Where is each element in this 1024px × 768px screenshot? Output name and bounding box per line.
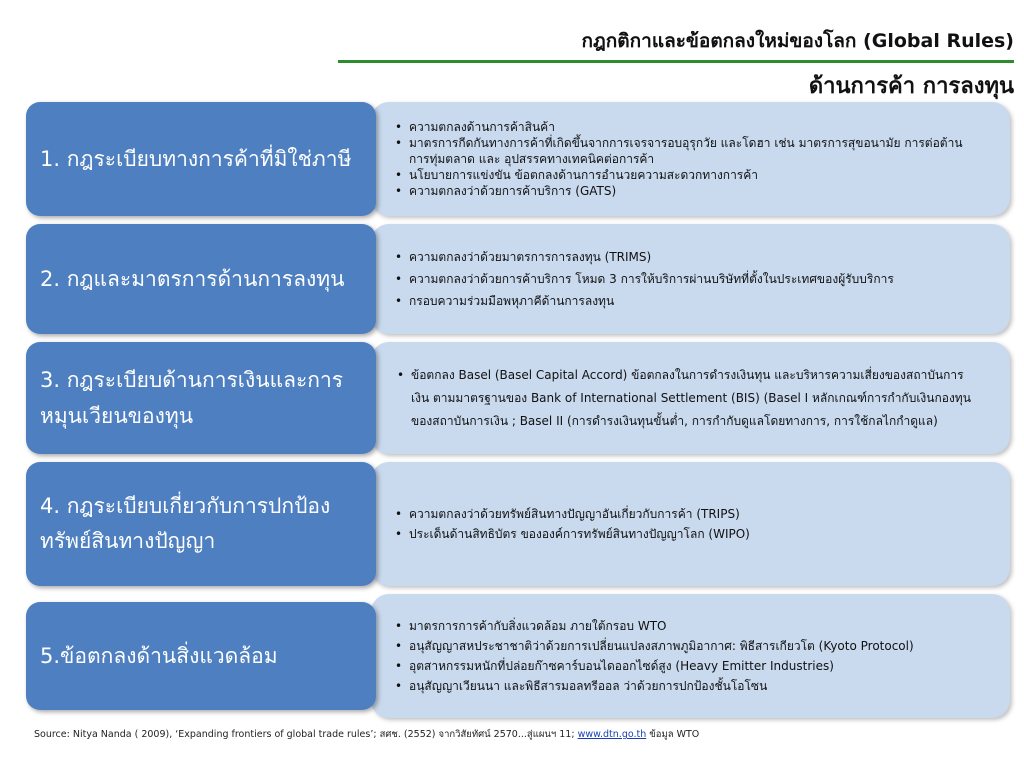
list-item: • กรอบความร่วมมือพหุภาคีด้านการลงทุน (391, 293, 970, 309)
detail-panel-1 (371, 102, 1010, 216)
bullet-list-2 (391, 249, 970, 309)
bullet-list-4 (391, 504, 970, 544)
source-suffix: ข้อมูล WTO (646, 729, 700, 740)
category-label-3: 3. กฎระเบียบด้านการเงินและการหมุนเวียนของทุน (26, 342, 376, 454)
list-item: • มาตรการกีดกันทางการค้าที่เกิดขึ้นจากการเจรจารอบอุรุกวัย และโดฮา เช่น มาตรการสุขอนามัย การต่อต้านการทุ่มตลาด และ อุปสรรคทางเทคนิคต่อการค้า (391, 135, 970, 167)
rule-row-4 (26, 462, 1010, 586)
detail-panel-4 (371, 462, 1010, 586)
category-label-5: 5.ข้อตกลงด้านสิ่งแวดล้อม (26, 602, 376, 710)
list-item: • อุตสาหกรรมหนักที่ปล่อยก๊าซคาร์บอนไดออกไซด์สูง (Heavy Emitter Industries) (391, 658, 970, 674)
source-text: Source: Nitya Nanda ( 2009), ‘Expanding frontiers of global trade rules’; สศช. (2552) จากวิสัยทัศน์ 2570...สู่แผนฯ 11; (34, 729, 578, 740)
list-item: • ความตกลงว่าด้วยทรัพย์สินทางปัญญาอันเกี่ยวกับการค้า (TRIPS) (391, 504, 970, 524)
bullet-list-1 (391, 119, 970, 199)
category-label-1: 1. กฎระเบียบทางการค้าที่มิใช่ภาษี (26, 102, 376, 216)
category-label-2: 2. กฎและมาตรการด้านการลงทุน (26, 224, 376, 334)
source-link[interactable]: www.dtn.go.th (577, 729, 647, 740)
detail-panel-5 (371, 594, 1010, 718)
list-item: • อนุสัญญาสหประชาชาติว่าด้วยการเปลี่ยนแปลงสภาพภูมิอากาศ: พิธีสารเกียวโต (Kyoto Protocol) (391, 638, 970, 654)
rule-row-5 (26, 594, 1010, 718)
list-item: • อนุสัญญาเวียนนา และพิธีสารมอลทรีออล ว่าด้วยการปกป้องชั้นโอโซน (391, 678, 970, 694)
list-item: • ความตกลงด้านการค้าสินค้า (391, 119, 970, 135)
detail-panel-3 (371, 342, 1010, 454)
title-underline (338, 60, 1014, 63)
list-item: • ข้อตกลง Basel (Basel Capital Accord) ข้อตกลงในการดำรงเงินทุน และบริหารความเสี่ยงของสถาบันการเงิน ตามมาตรฐานของ Bank of International Settlement (BIS) (Basel I หลักเกณฑ์การกำกับเงินกองทุนของสถาบันการเงิน ; Basel II (การดำรงเงินทุนขั้นต่ำ, การกำกับดูแลโดยทางการ, การใช้กลไกกำดูแล) (393, 364, 980, 433)
bullet-list-5 (391, 618, 970, 694)
list-item: • ความตกลงว่าด้วยการค้าบริการ โหมด 3 การให้บริการผ่านบริษัทที่ตั้งในประเทศของผู้รับบริการ (391, 269, 970, 289)
page-title: กฎกติกาและข้อตกลงใหม่ของโลก (Global Rules) (581, 30, 1014, 52)
category-label-4: 4. กฎระเบียบเกี่ยวกับการปกป้องทรัพย์สินทางปัญญา (26, 462, 376, 586)
list-item: • นโยบายการแข่งขัน ข้อตกลงด้านการอำนวยความสะดวกทางการค้า (391, 167, 970, 183)
rule-row-1 (26, 102, 1010, 216)
detail-panel-2 (371, 224, 1010, 334)
rule-row-2 (26, 224, 1010, 334)
list-item: • ความตกลงว่าด้วยมาตรการการลงทุน (TRIMS) (391, 249, 970, 265)
list-item: • ประเด็นด้านสิทธิบัตร ขององค์การทรัพย์สินทางปัญญาโลก (WIPO) (391, 524, 970, 544)
page-subtitle: ด้านการค้า การลงทุน (808, 74, 1014, 99)
rule-row-3 (26, 342, 1010, 454)
bullet-list-3 (393, 364, 980, 433)
list-item: • ความตกลงว่าด้วยการค้าบริการ (GATS) (391, 183, 970, 199)
source-note (34, 727, 699, 742)
list-item: • มาตรการการค้ากับสิ่งแวดล้อม ภายใต้กรอบ WTO (391, 618, 970, 634)
